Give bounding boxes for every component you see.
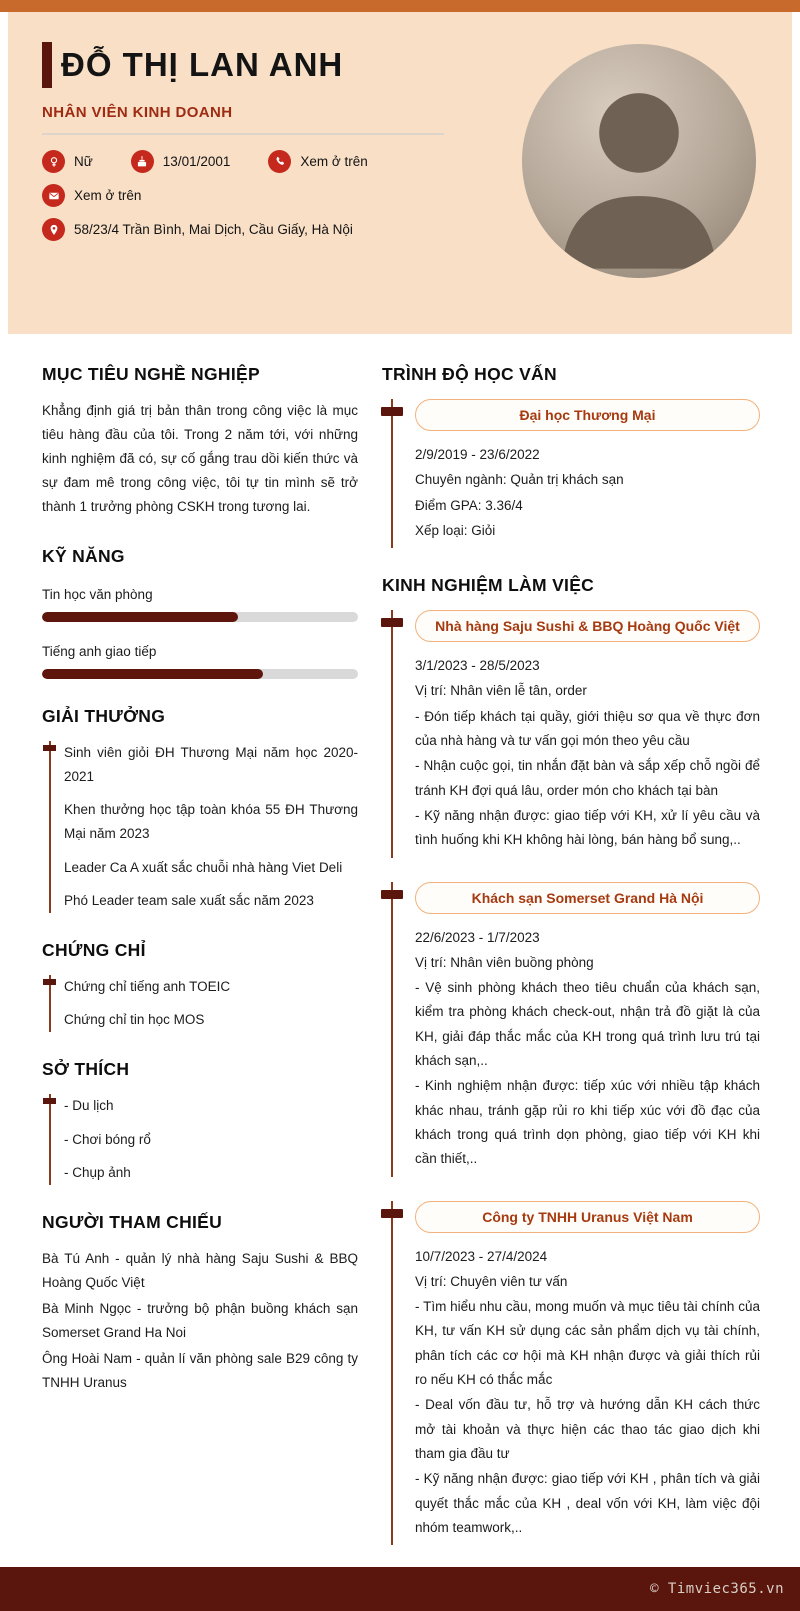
profile-photo xyxy=(522,44,756,278)
contact-birthday-text: 13/01/2001 xyxy=(162,154,231,169)
experience-company: Công ty TNHH Uranus Việt Nam xyxy=(415,1201,760,1233)
skill-item xyxy=(42,644,358,679)
awards-list xyxy=(49,741,358,913)
header-divider xyxy=(42,133,444,135)
section-heading: KINH NGHIỆM LÀM VIỆC xyxy=(382,575,595,596)
job-title: NHÂN VIÊN KINH DOANH xyxy=(42,104,233,121)
main-content xyxy=(0,334,800,1572)
objective-text: Khẳng định giá trị bản thân trong công việc là mục tiêu hàng đầu của tôi. Trong 2 năm tới, với những kinh nghiệm đã có, sự cố gắng trau dồi kiến thức và sự đam mê trong công việc, tôi tự tin mình sẽ trở thành 1 trưởng phòng CSKH trong tương lai. xyxy=(42,403,358,515)
experience-line: 3/1/2023 - 28/5/2023 xyxy=(415,658,540,674)
contact-gender-text: Nữ xyxy=(74,154,93,169)
section-heading: KỸ NĂNG xyxy=(42,546,125,567)
award-item: Leader Ca A xuất sắc chuỗi nhà hàng Viet Deli xyxy=(64,859,343,875)
hobby-item: - Chơi bóng rổ xyxy=(64,1131,151,1147)
section-heading: GIẢI THƯỞNG xyxy=(42,706,166,727)
section-references xyxy=(42,1212,358,1395)
experience-entry xyxy=(391,610,760,857)
contact-address-text: 58/23/4 Trần Bình, Mai Dịch, Cầu Giấy, Hà Nội xyxy=(74,222,353,237)
experience-line: 10/7/2023 - 27/4/2024 xyxy=(415,1248,548,1264)
header xyxy=(8,12,792,334)
hobby-item: - Chụp ảnh xyxy=(64,1165,131,1181)
award-item: Khen thưởng học tập toàn khóa 55 ĐH Thương Mại năm 2023 xyxy=(64,802,358,841)
experience-line: - Deal vốn đầu tư, hỗ trợ và hướng dẫn KH cách thức mở tài khoản và thực hiện các thao tác giao dịch khi tham gia đầu tư xyxy=(415,1397,760,1461)
skill-bar-fill xyxy=(42,612,238,622)
education-title: Đại học Thương Mại xyxy=(415,399,760,431)
contact-email-text: Xem ở trên xyxy=(74,188,142,203)
reference-line: Ông Hoài Nam - quản lí văn phòng sale B29 công ty TNHH Uranus xyxy=(42,1351,358,1391)
hobby-item: - Du lịch xyxy=(64,1098,114,1114)
contact-gender xyxy=(42,150,93,173)
experience-line: - Kinh nghiệm nhận được: tiếp xúc với nhiều tập khách khác nhau, tránh gặp rủi ro khi tiếp xúc với đồ đạc của khách trong quá trình dọn phòng, giao tiếp với KH khi cần thiết,.. xyxy=(415,1078,760,1167)
email-icon xyxy=(42,184,65,207)
contact-phone xyxy=(268,150,367,173)
contact-birthday xyxy=(131,150,231,173)
experience-line: - Nhận cuộc gọi, tin nhắn đặt bàn và sắp xếp chỗ ngồi để tránh KH đợi quá lâu, order món cho khách tại bàn xyxy=(415,758,760,798)
gender-icon xyxy=(42,150,65,173)
skill-bar xyxy=(42,669,358,679)
skill-item xyxy=(42,587,358,622)
footer-watermark: © Timviec365.vn xyxy=(650,1581,784,1597)
education-line: Xếp loại: Giỏi xyxy=(415,522,496,538)
reference-line: Bà Minh Ngọc - trưởng bộ phận buồng khách sạn Somerset Grand Ha Noi xyxy=(42,1300,358,1340)
experience-line: - Kỹ năng nhận được: giao tiếp với KH , phân tích và giải quyết thắc mắc của KH , deal vốn với KH, làm việc đội nhóm teamwork,.. xyxy=(415,1471,760,1535)
certificate-item: Chứng chỉ tiếng anh TOEIC xyxy=(64,978,231,994)
location-icon xyxy=(42,218,65,241)
left-column xyxy=(42,364,358,1422)
skill-bar xyxy=(42,612,358,622)
experience-line: - Đón tiếp khách tại quầy, giới thiệu sơ qua về thực đơn của nhà hàng và tư vấn gọi món theo yêu cầu xyxy=(415,708,760,749)
section-education xyxy=(382,364,760,548)
education-entry xyxy=(391,399,760,548)
skill-label: Tiếng anh giao tiếp xyxy=(42,644,157,660)
section-experience xyxy=(382,575,760,1545)
certificates-list xyxy=(49,975,358,1032)
experience-line: - Kỹ năng nhận được: giao tiếp với KH, xử lí yêu cầu và tình huống khi KH không hài lòng, bán hàng bổ sung,.. xyxy=(415,807,760,848)
section-awards xyxy=(42,706,358,913)
phone-icon xyxy=(268,150,291,173)
experience-entry xyxy=(391,1201,760,1546)
section-heading: NGƯỜI THAM CHIẾU xyxy=(42,1211,223,1232)
birthday-icon xyxy=(131,150,154,173)
section-skills xyxy=(42,546,358,679)
certificate-item: Chứng chỉ tin học MOS xyxy=(64,1012,205,1028)
award-item: Sinh viên giỏi ĐH Thương Mại năm học 2020-2021 xyxy=(64,745,358,784)
education-line: 2/9/2019 - 23/6/2022 xyxy=(415,447,540,462)
experience-entry xyxy=(391,882,760,1177)
section-hobbies xyxy=(42,1059,358,1185)
candidate-name: ĐỖ THỊ LAN ANH xyxy=(61,46,344,83)
skill-bar-fill xyxy=(42,669,263,679)
section-certificates xyxy=(42,940,358,1032)
section-objective xyxy=(42,364,358,519)
reference-line: Bà Tú Anh - quản lý nhà hàng Saju Sushi & BBQ Hoàng Quốc Việt xyxy=(42,1250,358,1290)
right-column xyxy=(382,364,760,1572)
skill-label: Tin học văn phòng xyxy=(42,587,153,603)
education-line: Điểm GPA: 3.36/4 xyxy=(415,497,523,513)
experience-line: Vị trí: Nhân viên lễ tân, order xyxy=(415,683,587,699)
experience-line: - Vệ sinh phòng khách theo tiêu chuẩn của khách sạn, kiểm tra phòng khách check-out, nhận trả đồ giặt là của KH, giải đáp thắc mắc của KH trong quá trình lưu trú tại khách sạn,.. xyxy=(415,980,760,1069)
contact-email xyxy=(42,184,141,207)
experience-company: Nhà hàng Saju Sushi & BBQ Hoàng Quốc Việt xyxy=(415,610,760,642)
name-accent-bar xyxy=(42,42,52,88)
contact-address xyxy=(42,218,353,241)
contact-phone-text: Xem ở trên xyxy=(300,154,368,169)
education-line: Chuyên ngành: Quản trị khách sạn xyxy=(415,472,624,488)
experience-company: Khách sạn Somerset Grand Hà Nội xyxy=(415,882,760,914)
hobbies-list xyxy=(49,1094,358,1185)
section-heading: MỤC TIÊU NGHỀ NGHIỆP xyxy=(42,364,260,384)
experience-line: - Tìm hiểu nhu cầu, mong muốn và mục tiêu tài chính của KH, tư vấn KH sử dụng các sản phẩm dịch vụ tài chính, phân tích các cơ hội mà KH nhận được và giải thích rủi ro nếu KH có thắc mắc xyxy=(415,1299,760,1388)
award-item: Phó Leader team sale xuất sắc năm 2023 xyxy=(64,893,314,909)
experience-line: Vị trí: Nhân viên buồng phòng xyxy=(415,954,594,970)
experience-line: 22/6/2023 - 1/7/2023 xyxy=(415,929,540,945)
experience-line: Vị trí: Chuyên viên tư vấn xyxy=(415,1273,568,1289)
footer xyxy=(0,1567,800,1611)
top-accent-bar xyxy=(0,0,800,12)
section-heading: TRÌNH ĐỘ HỌC VẤN xyxy=(382,364,557,384)
section-heading: CHỨNG CHỈ xyxy=(42,939,146,960)
section-heading: SỞ THÍCH xyxy=(42,1059,130,1080)
